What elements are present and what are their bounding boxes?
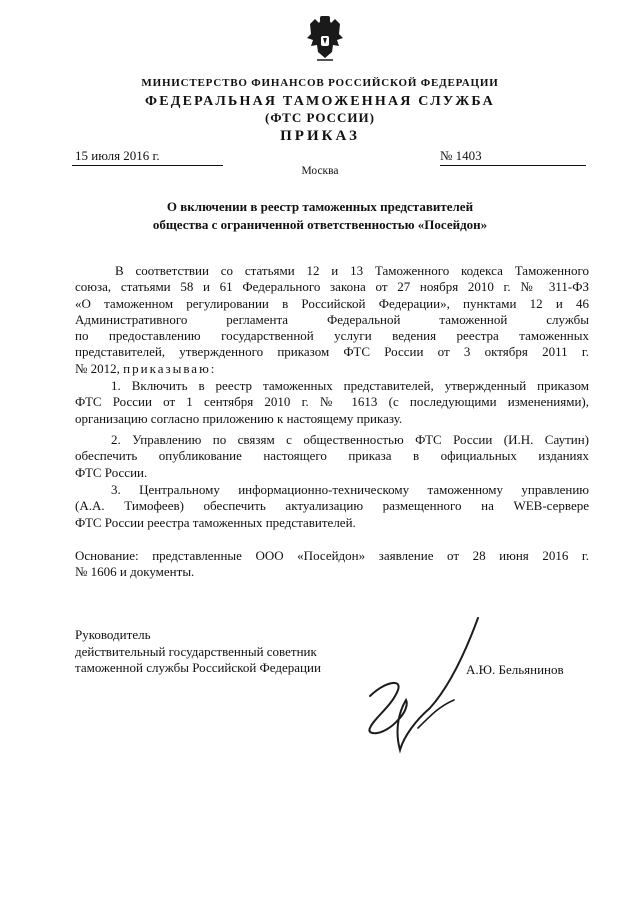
- document-type: ПРИКАЗ: [280, 128, 360, 144]
- service-name: ФЕДЕРАЛЬНАЯ ТАМОЖЕННАЯ СЛУЖБА: [145, 94, 495, 109]
- title-line: О включении в реестр таможенных представителей: [166, 199, 474, 214]
- text-line: ФТС России.: [75, 464, 148, 480]
- text-line: Административного регламента Федеральной таможенной службы: [75, 311, 589, 327]
- position-line: Руководитель: [75, 627, 151, 642]
- order-item-1: [75, 378, 589, 427]
- text-line: по предоставлению государственной услуги ведения реестра таможенных: [75, 328, 589, 344]
- service-short-name: (ФТС РОССИИ): [265, 110, 375, 125]
- position-line: действительный государственный советник: [75, 643, 317, 659]
- text-line: союза, статьями 58 и 61 Федерального закона от 27 ноября 2010 г. № 311-ФЗ: [75, 279, 589, 295]
- text-line: [75, 361, 589, 377]
- order-date: 15 июля 2016 г.: [72, 148, 223, 166]
- preamble-paragraph: [75, 263, 589, 377]
- text-line: 2. Управлению по связям с общественностью ФТС России (И.Н. Саутин): [111, 432, 589, 447]
- order-title: [0, 198, 640, 234]
- text-line: обеспечить опубликование настоящего приказа в официальных изданиях: [75, 448, 589, 464]
- order-item-3: [75, 482, 589, 531]
- basis-paragraph: [75, 548, 589, 581]
- text-line: «О таможенном регулировании в Российской Федерации», пунктами 12 и 46: [75, 295, 589, 311]
- text-line: Основание: представленные ООО «Посейдон» заявление от 28 июня 2016 г.: [75, 548, 589, 563]
- russian-coat-of-arms-icon: [303, 14, 347, 64]
- signatory-name: А.Ю. Бельянинов: [466, 662, 564, 677]
- order-number-ref: № 2012,: [75, 360, 120, 376]
- text-line: 1. Включить в реестр таможенных представителей, утвержденный приказом: [111, 378, 589, 393]
- signatory-position: [75, 627, 321, 677]
- text-line: № 1606 и документы.: [75, 564, 195, 580]
- text-line: 3. Центральному информационно-техническому таможенному управлению: [111, 482, 589, 497]
- handwritten-signature: [340, 608, 490, 758]
- text-line: представителей, утвержденного приказом ФТС России от 3 октября 2011 г.: [75, 344, 589, 360]
- order-item-2: [75, 432, 589, 481]
- order-directive: приказываю:: [123, 360, 217, 376]
- position-line: таможенной службы Российской Федерации: [75, 660, 321, 675]
- text-line: ФТС России реестра таможенных представителей.: [75, 514, 356, 530]
- order-number: № 1403: [440, 148, 586, 166]
- order-city: Москва: [301, 165, 339, 177]
- text-line: В соответствии со статьями 12 и 13 Таможенного кодекса Таможенного: [115, 263, 589, 278]
- text-line: (А.А. Тимофеев) обеспечить актуализацию размещенного на WEB-сервере: [75, 498, 589, 514]
- ministry-name: МИНИСТЕРСТВО ФИНАНСОВ РОССИЙСКОЙ ФЕДЕРАЦИИ: [141, 77, 499, 89]
- text-line: организацию согласно приложению к настоящему приказу.: [75, 410, 403, 426]
- title-line: общества с ограниченной ответственностью «Посейдон»: [152, 217, 488, 232]
- text-line: ФТС России от 1 сентября 2010 г. № 1613 (с последующими изменениями),: [75, 394, 589, 410]
